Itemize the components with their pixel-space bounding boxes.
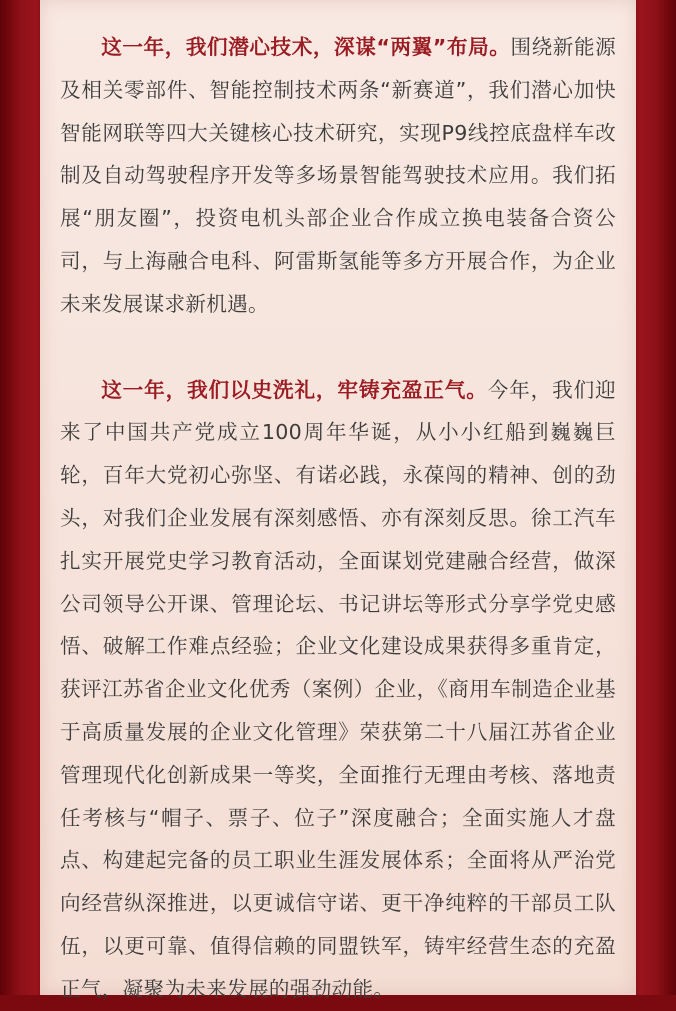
paragraph-lead: 这一年，我们潜心技术，深谋“两翼”布局。 — [101, 35, 511, 59]
article-paragraph — [60, 369, 616, 1011]
paragraph-text: 围绕新能源及相关零部件、智能控制技术两条“新赛道”，我们潜心加快智能网联等四大关键核心技术研究，实现P9线控底盘样车改制及自动驾驶程序开发等多场景智能驾驶技术应用。我们拓展“朋友圈”，投资电机头部企业合作成立换电装备合资公司，与上海融合电科、阿雷斯氢能等多方开展合作，为企业未来发展谋求新机遇。 — [60, 35, 617, 316]
paragraph-text: 今年，我们迎来了中国共产党成立100周年华诞，从小小红船到巍巍巨轮，百年大党初心弥坚、有诺必践，永葆闯的精神、创的劲头，对我们企业发展有深刻感悟、亦有深刻反思。徐工汽车扎实开展党史学习教育活动，全面谋划党建融合经营，做深公司领导公开课、管理论坛、书记讲坛等形式分享学党史感悟、破解工作难点经验；企业文化建设成果获得多重肯定，获评江苏省企业文化优秀（案例）企业，《商用车制造企业基于高质量发展的企业文化管理》荣获第二十八届江苏省企业管理现代化创新成果一等奖，全面推行无理由考核、落地责任考核与“帽子、票子、位子”深度融合；全面实施人才盘点、构建起完备的员工职业生涯发展体系；全面将从严治党向经营纵深推进，以更诚信守诺、更干净纯粹的干部员工队伍，以更可靠、值得信赖的同盟铁军，铸牢经营生态的充盈正气，凝聚为未来发展的强劲动能。 — [60, 377, 616, 1001]
article-body — [60, 26, 616, 1011]
paragraph-lead: 这一年，我们以史洗礼，牢铸充盈正气。 — [101, 377, 488, 402]
article-page — [40, 0, 636, 1001]
article-paragraph — [60, 26, 616, 326]
